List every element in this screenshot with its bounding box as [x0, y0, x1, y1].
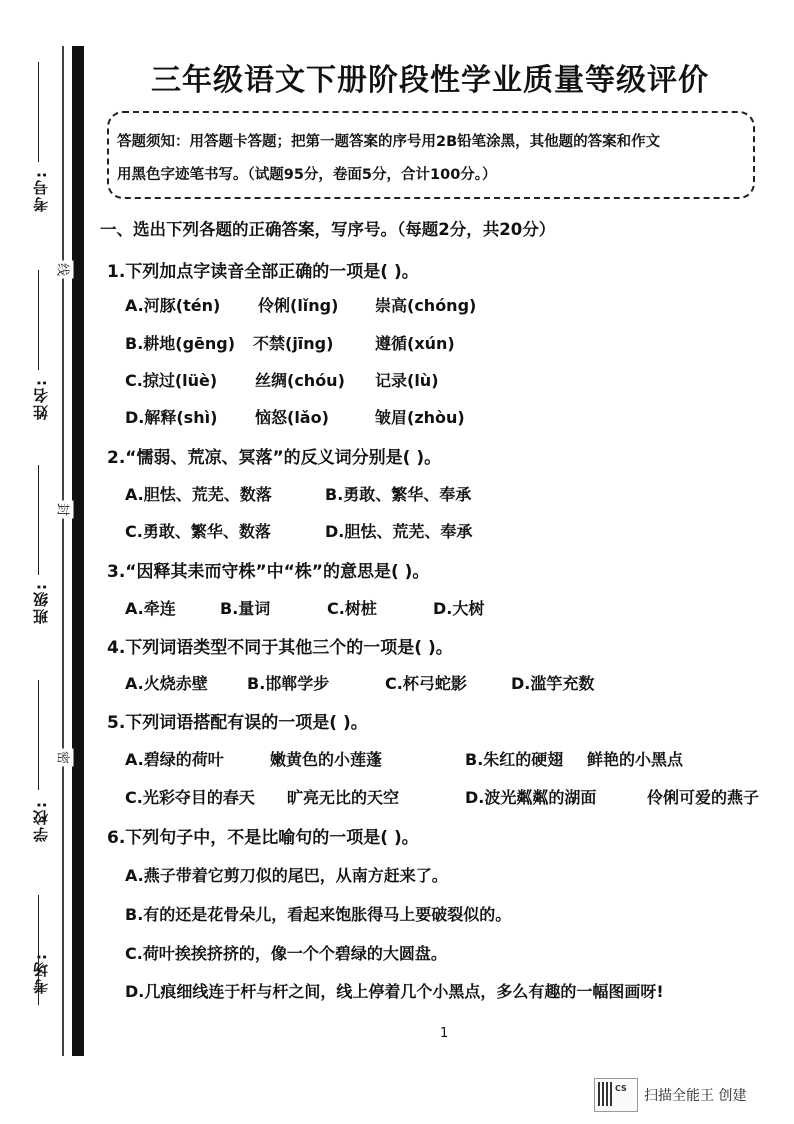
- page-number: 1: [440, 1026, 449, 1041]
- notice-line-1: 答题须知：用答题卡答题；把第一题答案的序号用2B铅笔涂黑，其他题的答案和作文: [117, 134, 661, 150]
- option: C.光彩夺目的春天: [125, 788, 255, 807]
- option: A.胆怯、荒芜、数落: [125, 485, 272, 504]
- school-blank: [38, 680, 39, 790]
- answer-notice-box: [107, 111, 755, 199]
- question-6-stem: 6.下列句子中，不是比喻句的一项是( )。: [107, 828, 419, 848]
- section-heading: 一、选出下列各题的正确答案，写序号。（每题2分，共20分）: [100, 220, 556, 239]
- qr-code-icon: [598, 1082, 612, 1106]
- class-blank: [38, 465, 39, 575]
- option: 遵循(xún): [375, 334, 455, 353]
- question-4-stem: 4.下列词语类型不同于其他三个的一项是( )。: [107, 638, 453, 658]
- question-2-stem: 2.“懦弱、荒凉、冥落”的反义词分别是( )。: [107, 448, 442, 468]
- option: 旷亮无比的天空: [287, 788, 400, 807]
- option: B.量词: [220, 599, 271, 618]
- option: 伶俐(lǐng): [258, 296, 339, 315]
- seal-char-seal: 封: [55, 501, 74, 519]
- option: C.荷叶挨挨挤挤的，像一个个碧绿的大圆盘。: [125, 944, 447, 963]
- option: A.燕子带着它剪刀似的尾巴，从南方赶来了。: [125, 866, 448, 885]
- option: 伶俐可爱的燕子: [647, 788, 760, 807]
- option: 记录(lù): [375, 371, 439, 390]
- option: B.耕地(gēng): [125, 334, 236, 353]
- option: D.解释(shì): [125, 408, 218, 427]
- scanner-logo-text: CS: [615, 1084, 627, 1093]
- option: A.河豚(tén): [125, 296, 221, 315]
- option: 恼怒(lǎo): [255, 408, 329, 427]
- option: C.杯弓蛇影: [385, 674, 467, 693]
- binding-bar: [72, 46, 84, 1056]
- option: C.勇敢、繁华、数落: [125, 522, 271, 541]
- option: B.朱红的硬翅: [465, 750, 564, 769]
- option: A.牵连: [125, 599, 176, 618]
- notice-line-2: 用黑色字迹笔书写。（试题95分，卷面5分，合计100分。）: [117, 167, 497, 183]
- option: C.树桩: [327, 599, 377, 618]
- name-blank: [38, 270, 39, 370]
- option: 皱眉(zhòu): [375, 408, 465, 427]
- option: A.火烧赤壁: [125, 674, 208, 693]
- option: B.勇敢、繁华、奉承: [325, 485, 472, 504]
- scanner-watermark: [594, 1078, 746, 1112]
- option: D.几痕细线连于杆与杆之间，线上停着几个小黑点，多么有趣的一幅图画呀!: [125, 982, 664, 1001]
- option: 不禁(jīng): [253, 334, 334, 353]
- option: B.有的还是花骨朵儿，看起来饱胀得马上要破裂似的。: [125, 905, 512, 924]
- exam-room-label: 考场:: [32, 952, 50, 994]
- option: 崇高(chóng): [375, 296, 477, 315]
- option: 丝绸(chóu): [255, 371, 345, 390]
- option: 鲜艳的小黑点: [587, 750, 684, 769]
- option: A.碧绿的荷叶: [125, 750, 224, 769]
- option: D.波光粼粼的湖面: [465, 788, 597, 807]
- exam-number-blank: [38, 62, 39, 162]
- question-5-stem: 5.下列词语搭配有误的一项是( )。: [107, 713, 368, 733]
- school-label: 学校:: [32, 800, 50, 842]
- option: B.邯郸学步: [247, 674, 330, 693]
- option: 嫩黄色的小莲蓬: [270, 750, 383, 769]
- name-label: 姓名:: [32, 378, 50, 420]
- option: D.滥竽充数: [511, 674, 595, 693]
- option: D.大树: [433, 599, 485, 618]
- scanner-logo-icon: [594, 1078, 638, 1112]
- page-title: 三年级语文下册阶段性学业质量等级评价: [151, 63, 709, 98]
- option: D.胆怯、荒芜、奉承: [325, 522, 473, 541]
- question-3-stem: 3.“因释其耒而守株”中“株”的意思是( )。: [107, 562, 430, 582]
- option: C.掠过(lüè): [125, 371, 218, 390]
- binding-margin-line: [62, 46, 64, 1056]
- question-1-stem: 1.下列加点字读音全部正确的一项是( )。: [107, 262, 419, 282]
- seal-char-secret: 密: [55, 749, 74, 767]
- watermark-text: 扫描全能王 创建: [644, 1088, 747, 1104]
- seal-char-line: 线: [55, 261, 74, 279]
- exam-number-label: 考号:: [32, 170, 50, 212]
- class-label: 班级:: [32, 582, 50, 624]
